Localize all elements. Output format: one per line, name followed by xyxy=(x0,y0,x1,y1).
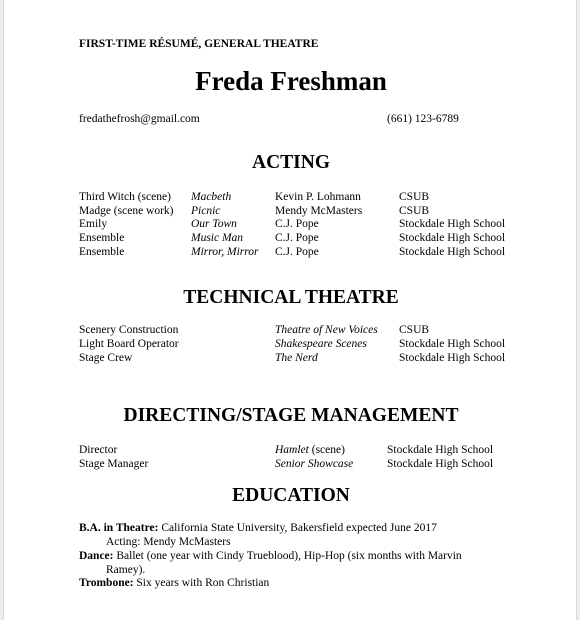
acting-role: Third Witch (scene) xyxy=(79,191,171,203)
acting-director: C.J. Pope xyxy=(275,218,319,230)
acting-row xyxy=(4,217,578,231)
acting-director: C.J. Pope xyxy=(275,232,319,244)
acting-show: Our Town xyxy=(191,218,237,230)
acting-role: Emily xyxy=(79,218,108,230)
acting-row xyxy=(4,245,578,259)
directing-role: Director xyxy=(79,444,118,456)
section-title-acting: ACTING xyxy=(251,152,330,173)
directing-show-cell xyxy=(275,443,345,457)
technical-role: Light Board Operator xyxy=(79,338,179,350)
directing-show-note: (scene) xyxy=(308,444,345,456)
technical-row xyxy=(4,337,578,351)
acting-role: Ensemble xyxy=(79,232,125,244)
directing-show: Hamlet xyxy=(275,444,309,456)
technical-venue: CSUB xyxy=(399,324,430,336)
contact-email: fredathefrosh@gmail.com xyxy=(79,113,200,125)
education-trombone xyxy=(79,576,269,590)
acting-venue: Stockdale High School xyxy=(399,218,506,230)
resume-page xyxy=(3,0,577,620)
technical-venue: Stockdale High School xyxy=(399,338,506,350)
acting-venue: CSUB xyxy=(399,205,430,217)
technical-show: The Nerd xyxy=(275,352,318,364)
acting-show: Mirror, Mirror xyxy=(191,246,259,258)
directing-show-cell xyxy=(275,457,353,471)
acting-show: Picnic xyxy=(191,205,221,217)
acting-row xyxy=(4,204,578,218)
technical-role: Scenery Construction xyxy=(79,324,179,336)
education-ba-acting: Acting: Mendy McMasters xyxy=(106,536,231,548)
education-ba-label: B.A. in Theatre: xyxy=(79,522,159,534)
acting-show: Music Man xyxy=(191,232,244,244)
directing-role: Stage Manager xyxy=(79,458,149,470)
acting-role: Madge (scene work) xyxy=(79,205,174,217)
technical-row xyxy=(4,351,578,365)
acting-venue: Stockdale High School xyxy=(399,232,506,244)
technical-venue: Stockdale High School xyxy=(399,352,506,364)
technical-show: Theatre of New Voices xyxy=(275,324,378,336)
education-ba xyxy=(79,521,437,535)
acting-row xyxy=(4,190,578,204)
acting-show: Macbeth xyxy=(191,191,232,203)
acting-row xyxy=(4,231,578,245)
education-dance xyxy=(79,549,462,563)
acting-venue: CSUB xyxy=(399,191,430,203)
section-title-technical: TECHNICAL THEATRE xyxy=(183,287,399,308)
directing-row xyxy=(4,443,578,457)
education-dance-text: Ballet (one year with Cindy Trueblood), Hip-Hop (six months with Marvin xyxy=(113,550,462,562)
education-trombone-label: Trombone: xyxy=(79,577,134,589)
acting-venue: Stockdale High School xyxy=(399,246,506,258)
education-dance-label: Dance: xyxy=(79,550,114,562)
directing-venue: Stockdale High School xyxy=(387,444,494,456)
education-ba-text: California State University, Bakersfield expected June 2017 xyxy=(158,522,437,534)
acting-director: C.J. Pope xyxy=(275,246,319,258)
directing-row xyxy=(4,457,578,471)
directing-show: Senior Showcase xyxy=(275,458,354,470)
education-trombone-text: Six years with Ron Christian xyxy=(133,577,270,589)
acting-director: Mendy McMasters xyxy=(275,205,363,217)
section-title-directing: DIRECTING/STAGE MANAGEMENT xyxy=(123,405,459,426)
technical-show: Shakespeare Scenes xyxy=(275,338,367,350)
directing-venue: Stockdale High School xyxy=(387,458,494,470)
contact-phone: (661) 123-6789 xyxy=(387,113,459,125)
resume-kicker: FIRST-TIME RÉSUMÉ, GENERAL THEATRE xyxy=(79,38,319,50)
resume-name: Freda Freshman xyxy=(195,66,387,96)
acting-role: Ensemble xyxy=(79,246,125,258)
technical-row xyxy=(4,323,578,337)
education-dance-cont: Ramey). xyxy=(106,564,146,576)
technical-role: Stage Crew xyxy=(79,352,133,364)
acting-director: Kevin P. Lohmann xyxy=(275,191,361,203)
section-title-education: EDUCATION xyxy=(232,485,350,506)
